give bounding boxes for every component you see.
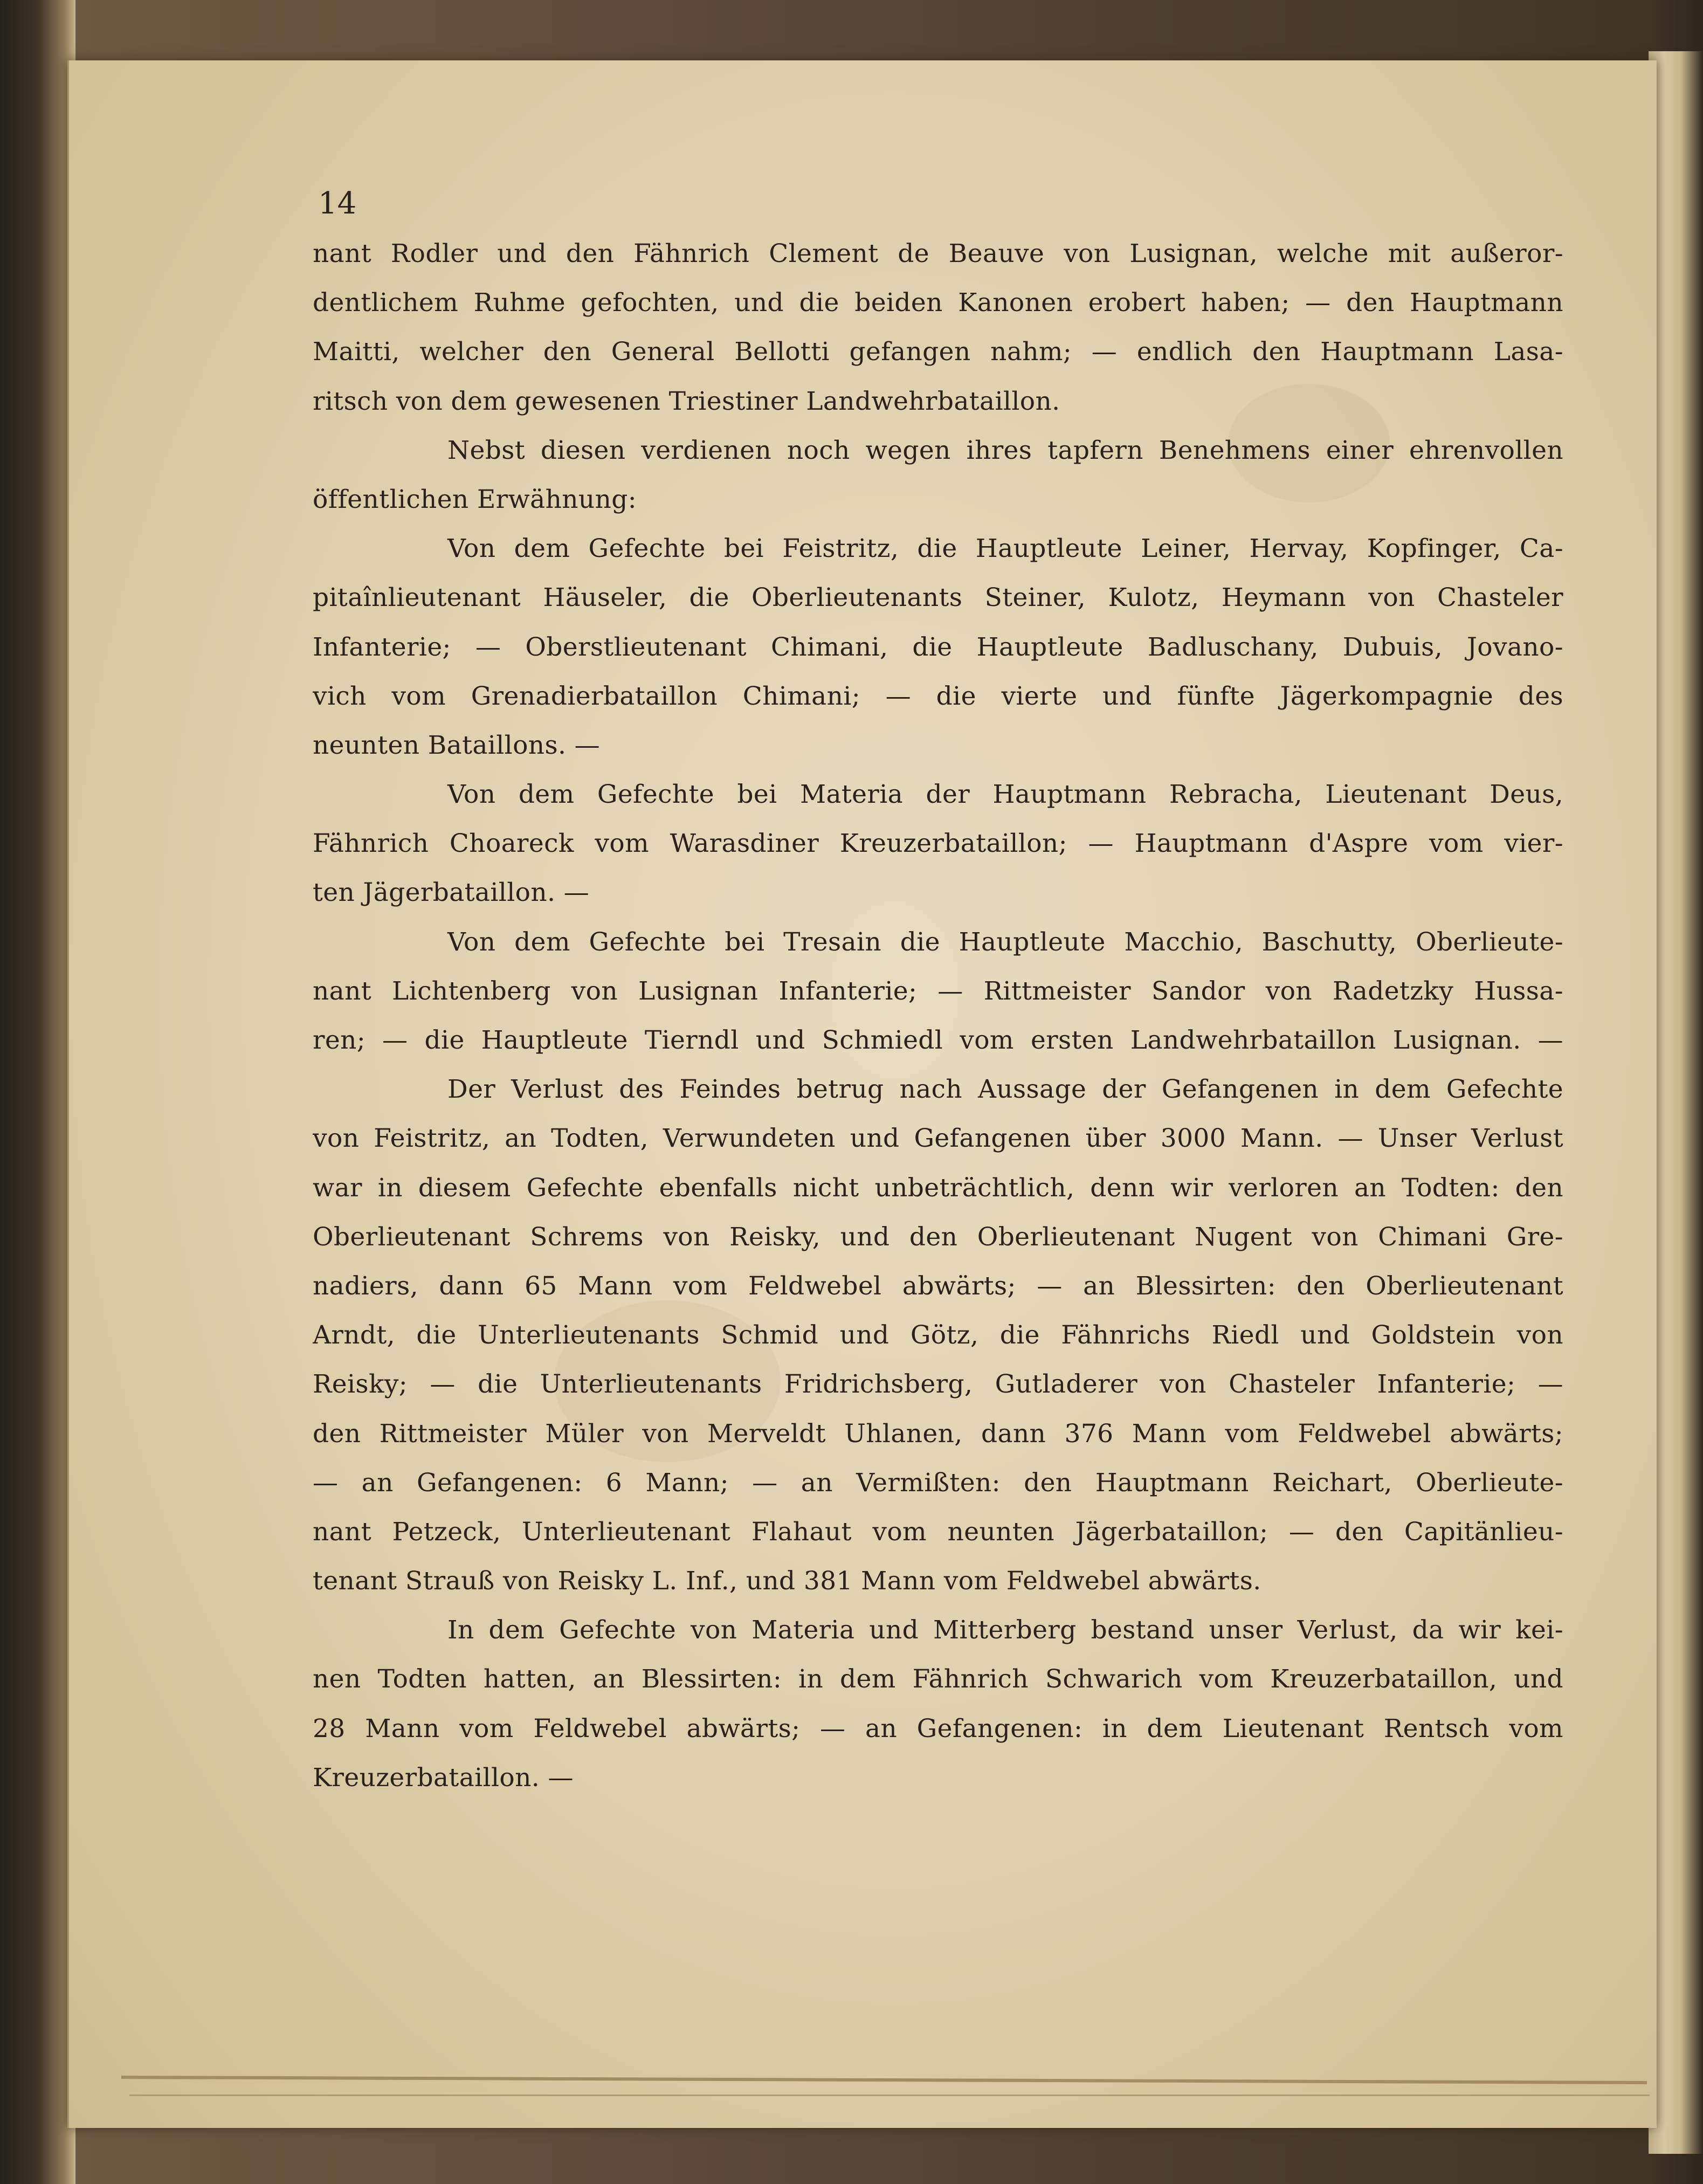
- text-line: Von dem Gefechte bei Feistritz, die Hauptleute Leiner, Hervay, Kopfinger, Ca-: [447, 534, 1563, 564]
- page-number: 14: [318, 186, 357, 221]
- text-line: Nebst diesen verdienen noch wegen ihres tapfern Benehmens einer ehrenvollen: [447, 435, 1563, 465]
- text-line: neunten Bataillons. —: [313, 730, 601, 760]
- body-text: [313, 229, 1563, 1802]
- text-line: Oberlieutenant Schrems von Reisky, und den Oberlieutenant Nugent von Chimani Gre-: [313, 1222, 1563, 1252]
- text-line: tenant Strauß von Reisky L. Inf., und 381 Mann vom Feldwebel abwärts.: [313, 1566, 1261, 1596]
- text-line: nant Petzeck, Unterlieutenant Flahaut vom neunten Jägerbataillon; — den Capitänlieu-: [313, 1517, 1563, 1547]
- book-binding: [0, 0, 75, 2184]
- text-line: nadiers, dann 65 Mann vom Feldwebel abwärts; — an Blessirten: den Oberlieutenant: [313, 1271, 1563, 1301]
- text-line: Kreuzerbataillon. —: [313, 1762, 574, 1793]
- text-line: nant Rodler und den Fähnrich Clement de Beauve von Lusignan, welche mit außeror-: [313, 239, 1563, 268]
- text-line: ten Jägerbataillon. —: [313, 878, 590, 908]
- text-line: war in diesem Gefechte ebenfalls nicht unbeträchtlich, denn wir verloren an Todten: den: [313, 1173, 1563, 1203]
- text-line: dentlichem Ruhme gefochten, und die beiden Kanonen erobert haben; — den Hauptmann: [313, 288, 1563, 318]
- text-line: Von dem Gefechte bei Materia der Hauptmann Rebracha, Lieutenant Deus,: [447, 780, 1563, 810]
- text-line: ren; — die Hauptleute Tierndl und Schmiedl vom ersten Landwehrbataillon Lusignan. —: [313, 1025, 1563, 1055]
- text-line: Infanterie; — Oberstlieutenant Chimani, die Hauptleute Badluschany, Dubuis, Jovano-: [313, 632, 1563, 662]
- text-line: Der Verlust des Feindes betrug nach Aussage der Gefangenen in dem Gefechte: [447, 1074, 1563, 1105]
- text-line: von Feistritz, an Todten, Verwundeten und Gefangenen über 3000 Mann. — Unser Verlust: [313, 1124, 1563, 1154]
- text-line: In dem Gefechte von Materia und Mitterberg bestand unser Verlust, da wir kei-: [447, 1615, 1563, 1645]
- text-line: Reisky; — die Unterlieutenants Fridrichsberg, Gutladerer von Chasteler Infanterie; —: [313, 1369, 1563, 1400]
- text-line: nant Lichtenberg von Lusignan Infanterie; — Rittmeister Sandor von Radetzky Hussa-: [313, 976, 1563, 1006]
- text-line: — an Gefangenen: 6 Mann; — an Vermißten: den Hauptmann Reichart, Oberlieute-: [313, 1468, 1563, 1498]
- text-line: Arndt, die Unterlieutenants Schmid und Götz, die Fähnrichs Riedl und Goldstein von: [313, 1320, 1563, 1351]
- text-line: pitaînlieutenant Häuseler, die Oberlieutenants Steiner, Kulotz, Heymann von Chasteler: [313, 583, 1563, 613]
- text-line: ritsch von dem gewesenen Triestiner Landwehrbataillon.: [313, 386, 1060, 416]
- text-line: den Rittmeister Müler von Merveldt Uhlanen, dann 376 Mann vom Feldwebel abwärts;: [313, 1418, 1563, 1449]
- page-edge-line: [129, 2095, 1650, 2096]
- text-line: Von dem Gefechte bei Tresain die Hauptleute Macchio, Baschutty, Oberlieute-: [447, 927, 1563, 957]
- text-line: vich vom Grenadierbataillon Chimani; — die vierte und fünfte Jägerkompagnie des: [313, 681, 1563, 711]
- text-line: 28 Mann vom Feldwebel abwärts; — an Gefangenen: in dem Lieutenant Rentsch vom: [313, 1713, 1563, 1744]
- text-line: nen Todten hatten, an Blessirten: in dem Fähnrich Schwarich vom Kreuzerbataillon, und: [313, 1664, 1563, 1694]
- next-page-edge: [1649, 51, 1703, 2154]
- text-line: Fähnrich Choareck vom Warasdiner Kreuzerbataillon; — Hauptmann d'Aspre vom vier-: [313, 829, 1563, 859]
- text-line: Maitti, welcher den General Bellotti gefangen nahm; — endlich den Hauptmann Lasa-: [313, 337, 1563, 367]
- text-line: öffentlichen Erwähnung:: [313, 484, 637, 514]
